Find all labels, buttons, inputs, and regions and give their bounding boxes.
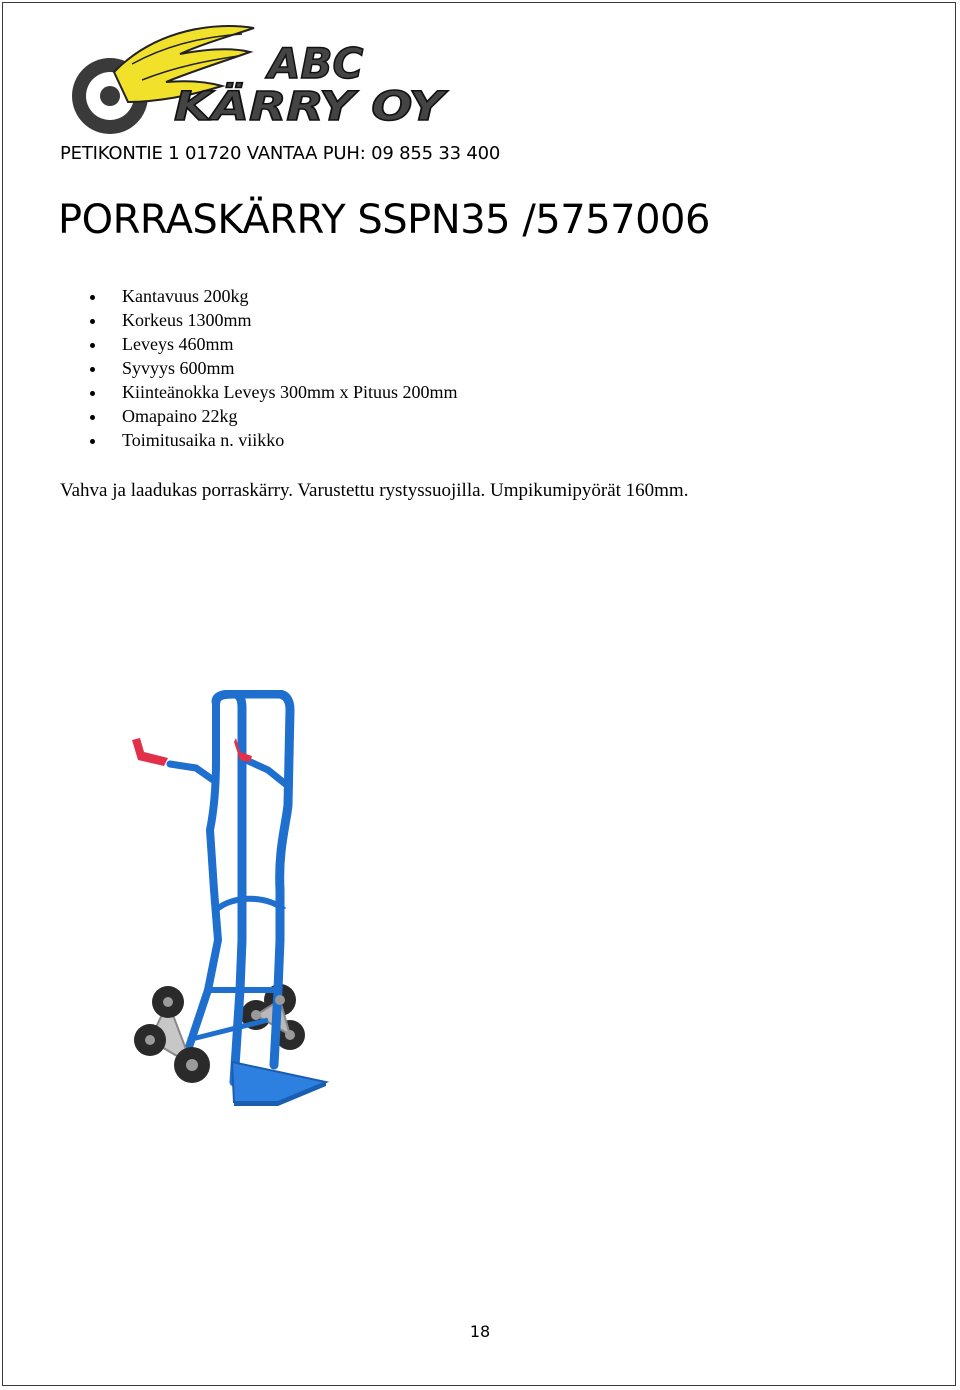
bullet-icon <box>90 343 95 348</box>
bullet-icon <box>90 319 95 324</box>
bullet-icon <box>90 367 95 372</box>
spec-text: Kiinteänokka Leveys 300mm x Pituus 200mm <box>122 382 458 402</box>
spec-item <box>60 308 457 332</box>
spec-item <box>60 404 457 428</box>
product-image <box>128 690 340 1112</box>
product-description: Vahva ja laadukas porraskärry. Varustettu rystyssuojilla. Umpikumipyörät 160mm. <box>60 480 689 501</box>
spec-text: Syvyys 600mm <box>122 358 235 378</box>
bullet-icon <box>90 439 95 444</box>
spec-item <box>60 356 457 380</box>
spec-list <box>60 284 457 452</box>
spec-text: Leveys 460mm <box>122 334 234 354</box>
spec-text: Korkeus 1300mm <box>122 310 252 330</box>
bullet-icon <box>90 295 95 300</box>
svg-text:KÄRRY OY: KÄRRY OY <box>174 84 397 130</box>
spec-text: Kantavuus 200kg <box>122 286 249 306</box>
spec-item <box>60 332 457 356</box>
spec-item <box>60 380 457 404</box>
spec-text: Omapaino 22kg <box>122 406 238 426</box>
spec-text: Toimitusaika n. viikko <box>122 430 285 450</box>
page-number: 18 <box>469 1322 491 1341</box>
svg-text:ABC: ABC <box>268 39 364 88</box>
winged-wheel-icon <box>62 20 454 138</box>
spec-item <box>60 428 457 452</box>
company-address: PETIKONTIE 1 01720 VANTAA PUH: 09 855 33 400 <box>60 143 501 164</box>
bullet-icon <box>90 415 95 420</box>
product-title: PORRASKÄRRY SSPN35 /5757006 <box>58 197 710 243</box>
company-logo <box>62 20 454 138</box>
spec-item <box>60 284 457 308</box>
hand-truck-illustration <box>128 690 340 1112</box>
bullet-icon <box>90 391 95 396</box>
